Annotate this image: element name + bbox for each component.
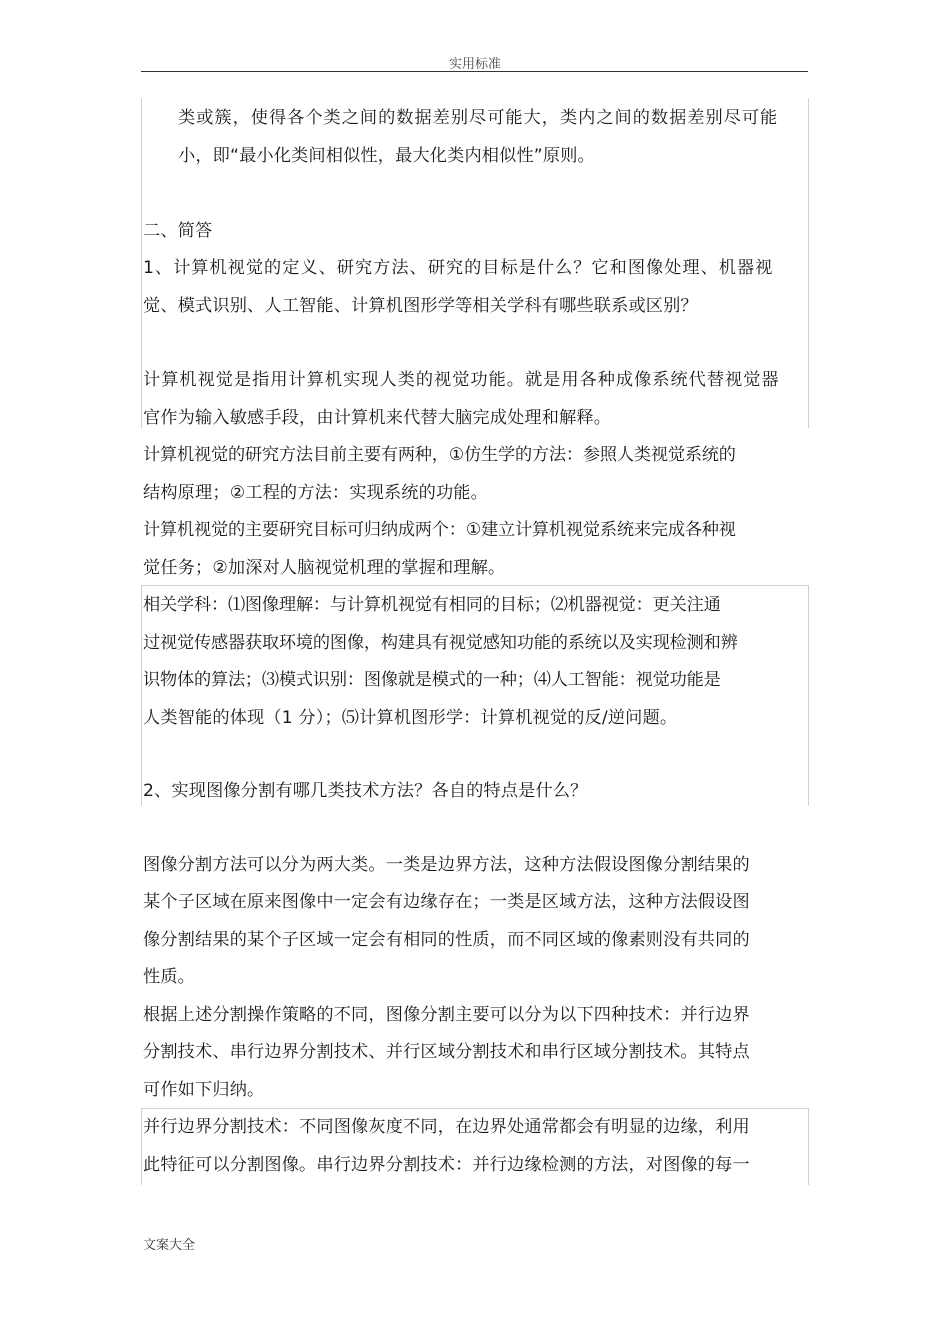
answer-line: 相关学科：⑴图像理解：与计算机视觉有相同的目标；⑵机器视觉：更关注通 — [143, 595, 721, 615]
answer-line: 并行边界分割技术：不同图像灰度不同，在边界处通常都会有明显的边缘，利用 — [143, 1117, 750, 1137]
page-header-title: 实用标准 — [448, 57, 501, 72]
answer-line: 觉任务；②加深对人脑视觉机理的掌握和理解。 — [143, 558, 506, 578]
answer-line: 识物体的算法；⑶模式识别：图像就是模式的一种；⑷人工智能：视觉功能是 — [143, 670, 721, 690]
answer-line: 结构原理；②工程的方法：实现系统的功能。 — [143, 483, 488, 503]
answer-line: 人类智能的体现（1 分）；⑸计算机图形学：计算机视觉的反/逆问题。 — [143, 708, 678, 728]
header-rule — [141, 71, 808, 72]
answer-line: 过视觉传感器获取环境的图像，构建具有视觉感知功能的系统以及实现检测和辨 — [143, 633, 738, 653]
answer-line: 计算机视觉的主要研究目标可归纳成两个：①建立计算机视觉系统来完成各种视 — [143, 520, 736, 540]
page-footer-text: 文案大全 — [143, 1238, 196, 1253]
text-line: 类或簇，使得各个类之间的数据差别尽可能大，类内之间的数据差别尽可能 — [178, 108, 779, 128]
answer-line: 计算机视觉的研究方法目前主要有两种，①仿生学的方法：参照人类视觉系统的 — [143, 445, 736, 465]
answer-line: 性质。 — [143, 967, 196, 987]
answer-line: 根据上述分割操作策略的不同，图像分割主要可以分为以下四种技术：并行边界 — [143, 1005, 750, 1025]
answer-line: 计算机视觉是指用计算机实现人类的视觉功能。就是用各种成像系统代替视觉器 — [143, 370, 780, 390]
answer-line: 可作如下归纳。 — [143, 1080, 265, 1100]
section-heading: 二、简答 — [143, 221, 213, 241]
answer-line: 分割技术、串行边界分割技术、并行区域分割技术和串行区域分割技术。其特点 — [143, 1042, 750, 1062]
question-line: 觉、模式识别、人工智能、计算机图形学等相关学科有哪些联系或区别？ — [143, 296, 698, 316]
text-line: 小，即“最小化类间相似性，最大化类内相似性”原则。 — [178, 146, 595, 166]
question-line: 2、实现图像分割有哪几类技术方法？各自的特点是什么？ — [143, 781, 588, 801]
answer-line: 官作为输入敏感手段，由计算机来代替大脑完成处理和解释。 — [143, 408, 612, 428]
answer-line: 像分割结果的某个子区域一定会有相同的性质，而不同区域的像素则没有共同的 — [143, 930, 750, 950]
answer-line: 某个子区域在原来图像中一定会有边缘存在；一类是区域方法，这种方法假设图 — [143, 892, 750, 912]
table-cell-border — [141, 585, 809, 806]
question-line: 1、计算机视觉的定义、研究方法、研究的目标是什么？它和图像处理、机器视 — [143, 258, 774, 278]
answer-line: 图像分割方法可以分为两大类。一类是边界方法，这种方法假设图像分割结果的 — [143, 855, 750, 875]
answer-line: 此特征可以分割图像。串行边界分割技术：并行边缘检测的方法，对图像的每一 — [143, 1155, 750, 1175]
